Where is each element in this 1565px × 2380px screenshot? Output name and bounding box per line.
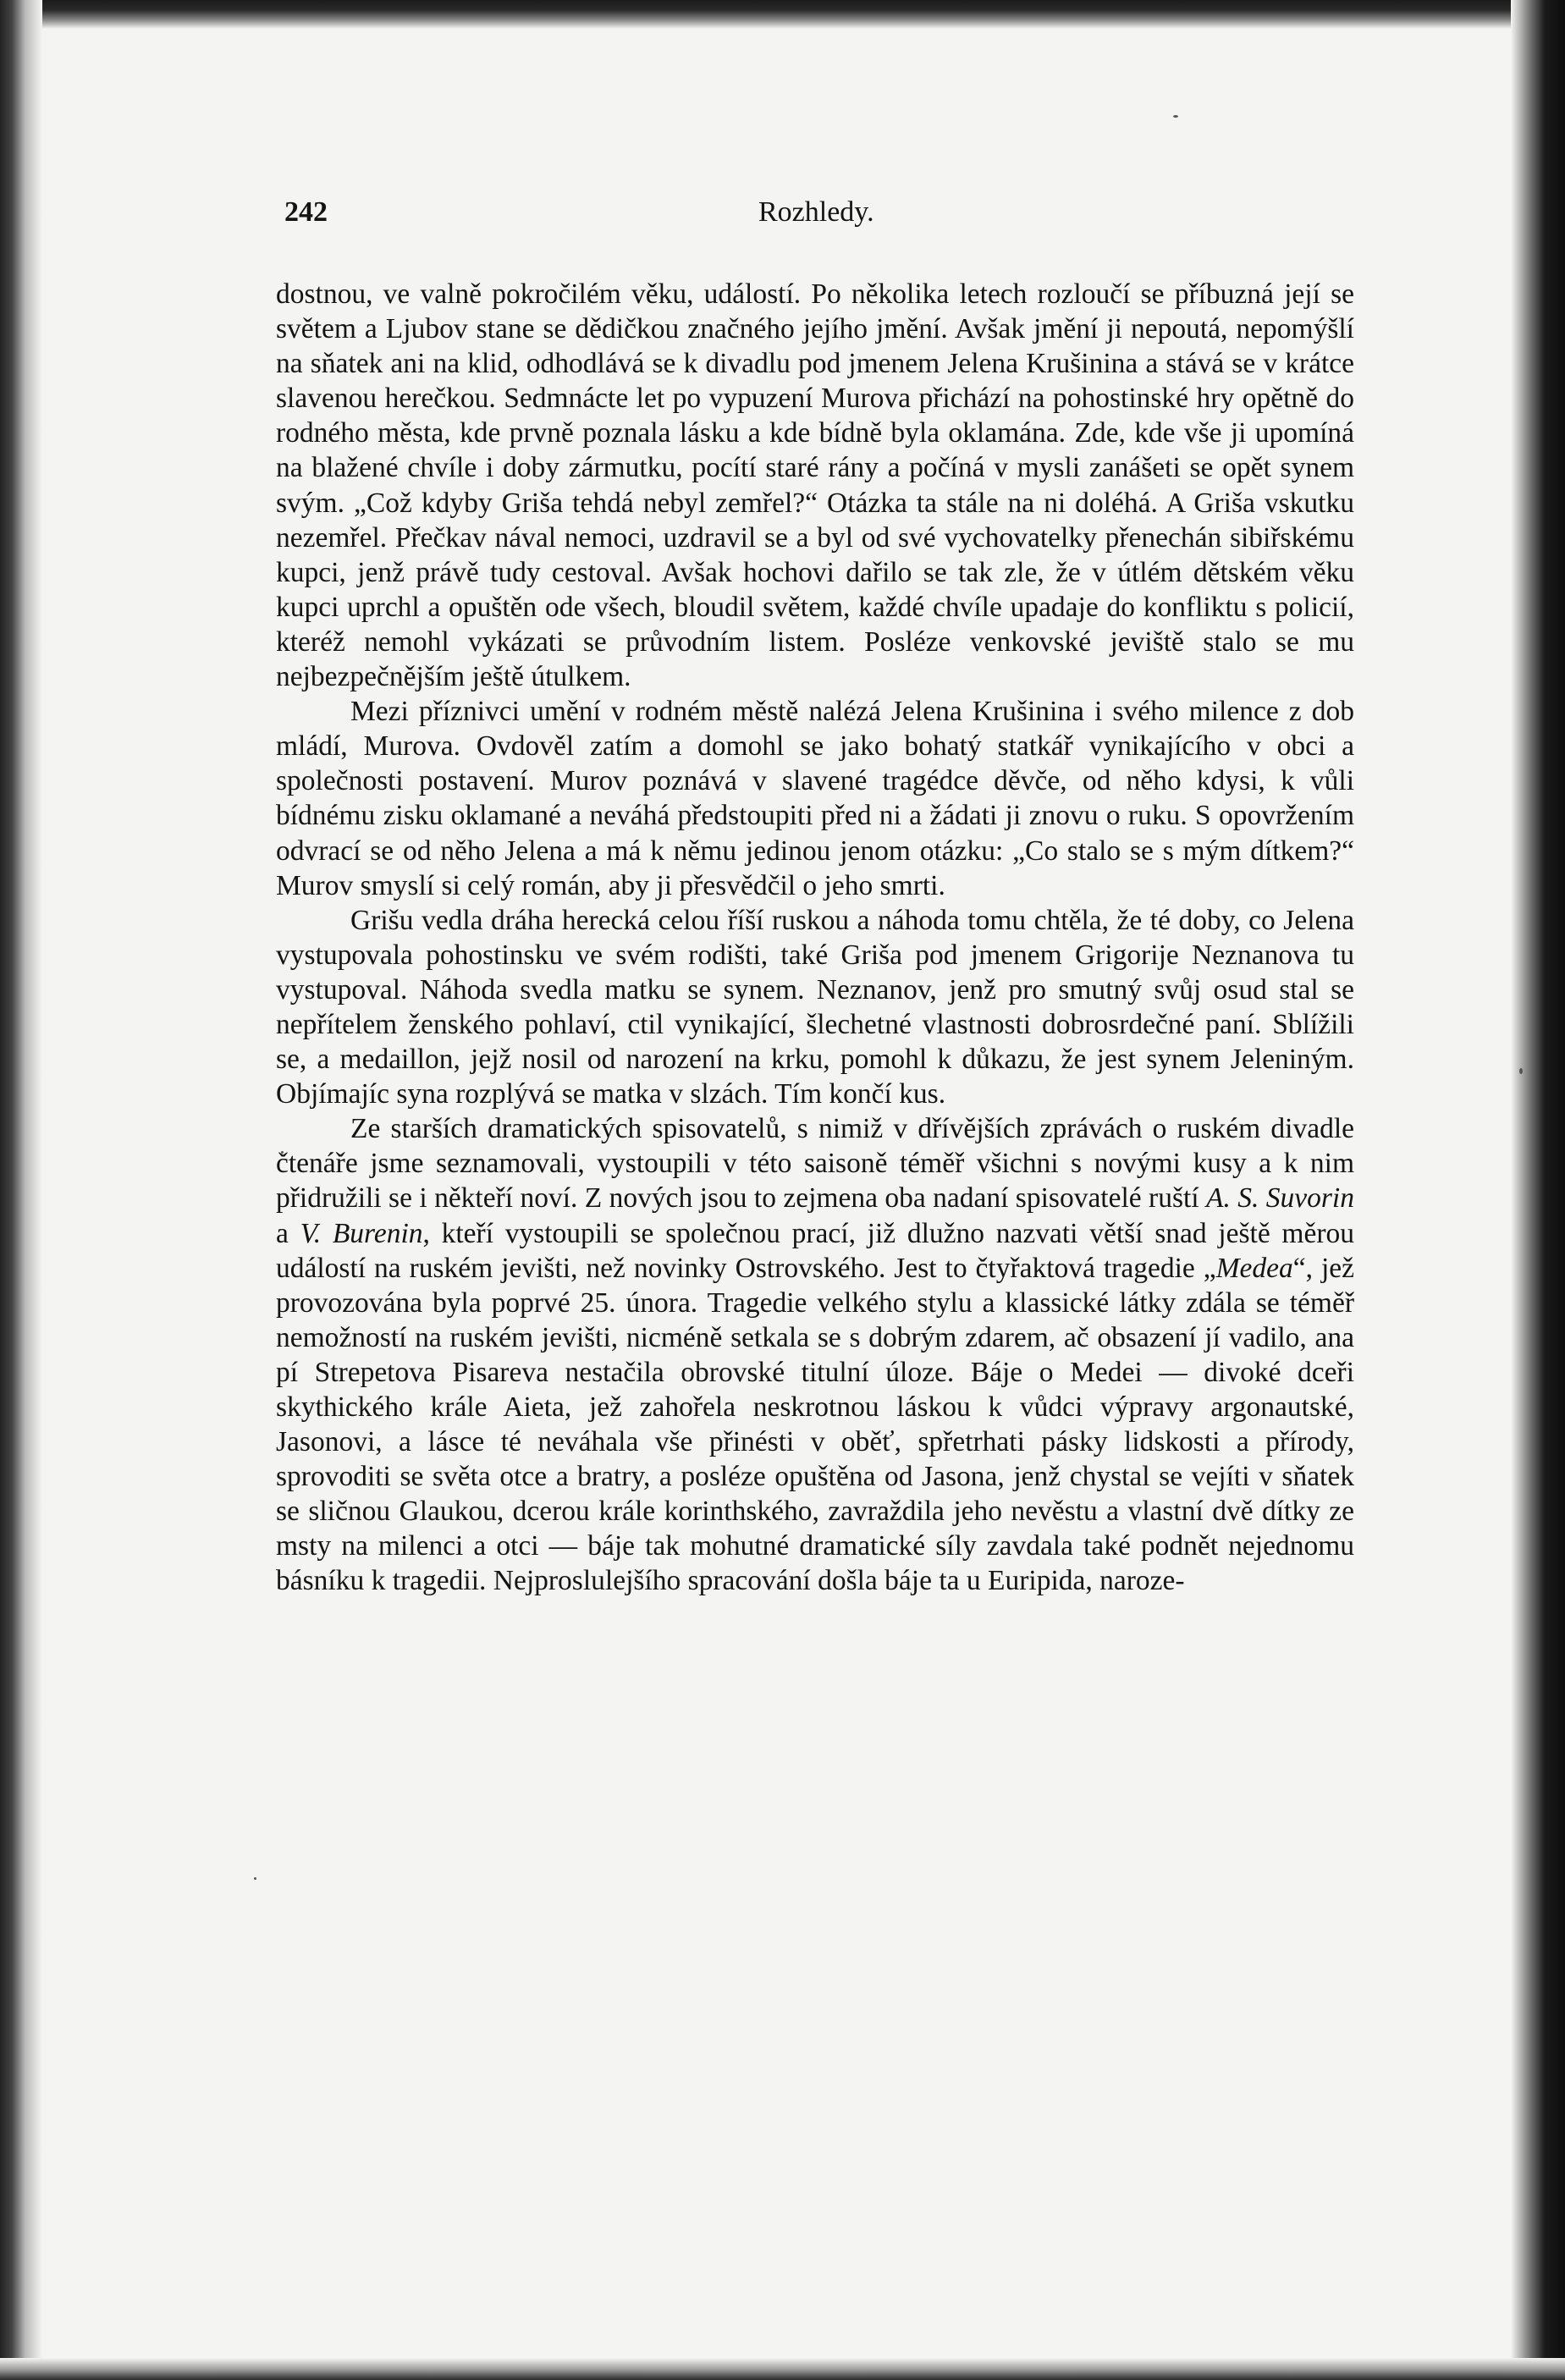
play-title: Medea xyxy=(1215,1252,1293,1284)
scan-edge-bottom xyxy=(0,2358,1565,2380)
author-name: V. Burenin xyxy=(300,1217,423,1249)
text-run: “, jež provozována byla poprvé 25. února. Tragedie velkého stylu a klassické látky zdála se téměř nemožností na ruském jevišti, nicméně setkala se s dobrým zdarem, ač obsazení jí vadilo, ana pí Strepetova Pisareva nestačila obrovské titulní úloze. Báje o Medei — divoké dceři skythického krále Aieta, jež zahořela neskrotnou láskou k vůdci výpravy argonautské, Jasonovi, a lásce té neváhala vše přinésti v oběť, spřetrhati pásky lidskosti a přírody, sprovoditi se světa otce a bratry, a posléze opuštěna od Jasona, jenž chystal se vejíti v sňatek se sličnou Glaukou, dcerou krále korinthského, zavraždila jeho nevěstu a vlastní dvě dítky ze msty na milenci a otci — báje tak mohutné dramatické síly zavdala také podnět nejednomu básníku k tragedii. Nejproslulejšího spracování došla báje ta u Euripida, naroze- xyxy=(276,1252,1354,1597)
author-name: A. S. Suvorin xyxy=(1206,1182,1354,1215)
text-run: , kteří vystoupili se společnou prací, již dlužno nazvati větší snad ještě měrou událostí na ruském jevišti, než novinky Ostrovského. Jest to čtyřaktová tragedie „ xyxy=(276,1217,1355,1284)
running-head: Rozhledy. xyxy=(758,196,874,228)
scan-edge-right xyxy=(1511,0,1565,2380)
scan-speck xyxy=(1519,1068,1523,1074)
text-run: Ze starších dramatických spisovatelů, s nimiž v dřívějších zprávách o ruském divadle čtenáře jsme seznamovali, vystoupili v této saisoně téměř všichni s novými kusy a k nim přidružili se i někteří noví. Z nových jsou to zejmena oba nadaní spisovatelé ruští xyxy=(276,1113,1354,1215)
body-text xyxy=(276,277,1354,1599)
page-header xyxy=(284,196,1354,239)
paragraph: Grišu vedla dráha herecká celou říší ruskou a náhoda tomu chtěla, že té doby, co Jelena vystupovala pohostinsku ve svém rodišti, také Griša pod jmenem Grigorije Neznanova tu vystupoval. Náhoda svedla matku se synem. Neznanov, jenž pro smutný svůj osud stal se nepřítelem ženského pohlaví, ctil vynikající, šlechetné vlastnosti dobrosrdečné paní. Sblížili se, a medaillon, jejž nosil od narození na krku, pomohl k důkazu, že jest synem Jeleniným. Objímajíc syna rozplývá se matka v slzách. Tím končí kus. xyxy=(276,904,1354,1110)
scan-edge-top xyxy=(0,0,1565,29)
paragraph xyxy=(276,1111,1354,1598)
paragraph: Mezi příznivci umění v rodném městě nalézá Jelena Krušinina i svého milence z dob mládí, Murova. Ovdověl zatím a domohl se jako bohatý statkář vynikajícího v obci a společnosti postavení. Murov poznává v slavené tragédce děvče, od něho kdysi, k vůli bídnému zisku oklamané a neváhá předstoupiti před ni a žádati ji znovu o ruku. S opovržením odvrací se od něho Jelena a má k němu jedinou jenom otázku: „Co stalo se s mým dítkem?“ Murov smyslí si celý román, aby ji přesvědčil o jeho smrti. xyxy=(276,696,1354,901)
paragraph: dostnou, ve valně pokročilém věku, událostí. Po několika letech rozloučí se příbuzná její se světem a Ljubov stane se dědičkou značného jejího jmění. Avšak jmění ji nepoutá, nepomýšlí na sňatek ani na klid, odhodlává se k divadlu pod jmenem Jelena Krušinina a stává se v krátce slavenou herečkou. Sedmnácte let po vypuzení Murova přichází na pohostinské hry opětně do rodného města, kde prvně poznala lásku a kde bídně byla oklamána. Zde, kde vše ji upomíná na blažené chvíle i doby zármutku, pocítí staré rány a počíná v mysli zanášeti se opět synem svým. „Což kdyby Griša tehdá nebyl zemřel?“ Otázka ta stále na ni doléhá. A Griša vskutku nezemřel. Přečkav nával nemoci, uzdravil se a byl od své vychovatelky přenechán sibiřskému kupci, jenž právě tudy cestoval. Avšak hochovi dařilo se tak zle, že v útlém dětském věku kupci uprchl a opuštěn ode všech, bloudil světem, každé chvíle upadaje do konfliktu s policií, kteréž nemohl vykázati se průvodním listem. Posléze venkovské jeviště stalo se mu nejbezpečnějším ještě útulkem. xyxy=(276,278,1354,693)
scan-speck xyxy=(1173,115,1178,118)
text-run: a xyxy=(276,1217,300,1249)
scan-speck xyxy=(254,1877,256,1880)
page-number: 242 xyxy=(284,196,328,228)
scan-edge-left xyxy=(0,0,42,2380)
